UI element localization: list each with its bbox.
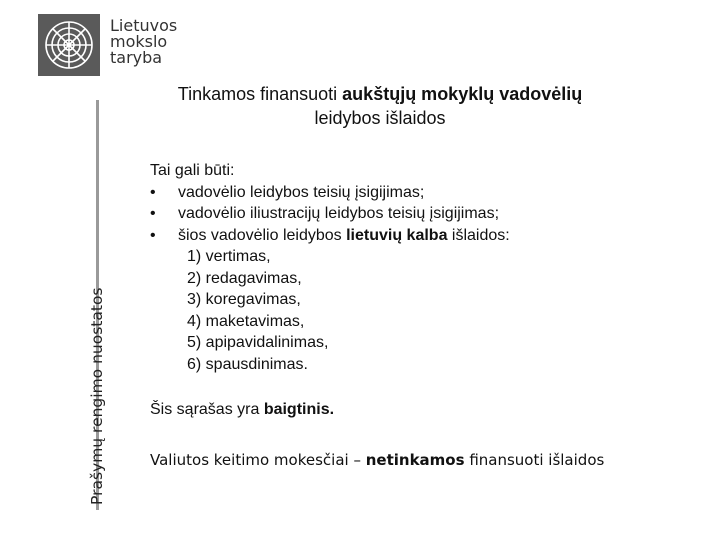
numbered-item: 1) vertimas,	[187, 248, 271, 265]
numbered-item: 6) spausdinimas.	[187, 355, 308, 373]
bullet-dot: •	[150, 226, 156, 244]
list-item	[150, 225, 510, 247]
list-item-text: vadovėlio iliustracijų leidybos teisių įsigijimas;	[178, 205, 500, 222]
note-text-end: finansuoti išlaidos	[464, 451, 605, 469]
numbered-item: 3) koregavimas,	[187, 291, 301, 308]
org-name	[110, 18, 177, 66]
bullet-dot: •	[150, 183, 156, 201]
title-bold: aukštųjų mokyklų vadovėlių	[342, 84, 583, 104]
list-item-text: šios vadovėlio leidybos	[178, 226, 347, 244]
org-name-line1: Lietuvos	[110, 16, 178, 35]
title-part2: leidybos išlaidos	[314, 108, 446, 128]
list-item-text: vadovėlio leidybos teisių įsigijimas;	[178, 183, 425, 201]
final-text: Šis sąrašas yra	[150, 401, 264, 418]
list-item-text-end: išlaidos:	[447, 226, 510, 244]
currency-note	[150, 451, 604, 469]
org-name-line3: taryba	[110, 48, 163, 67]
final-bold: baigtinis.	[263, 401, 335, 418]
council-logo	[38, 14, 100, 76]
list-item	[150, 182, 510, 204]
note-bold: netinkamos	[365, 451, 465, 469]
expense-list	[150, 160, 510, 375]
list-item-bold: lietuvių kalba	[346, 226, 448, 244]
list-item	[150, 203, 510, 225]
list-intro: Tai gali būti:	[150, 162, 235, 179]
org-name-line2: mokslo	[110, 32, 168, 51]
numbered-item: 5) apipavidalinimas,	[187, 334, 329, 351]
side-title: Prašymų rengimo nuostatos	[88, 287, 106, 505]
title-part1: Tinkamos finansuoti	[177, 84, 343, 104]
final-statement	[150, 401, 334, 419]
numbered-item: 4) maketavimas,	[187, 312, 305, 330]
bullet-dot: •	[150, 205, 156, 222]
numbered-item: 2) redagavimas,	[187, 269, 302, 287]
note-text: Valiutos keitimo mokesčiai –	[150, 451, 366, 469]
page-title	[150, 82, 610, 130]
